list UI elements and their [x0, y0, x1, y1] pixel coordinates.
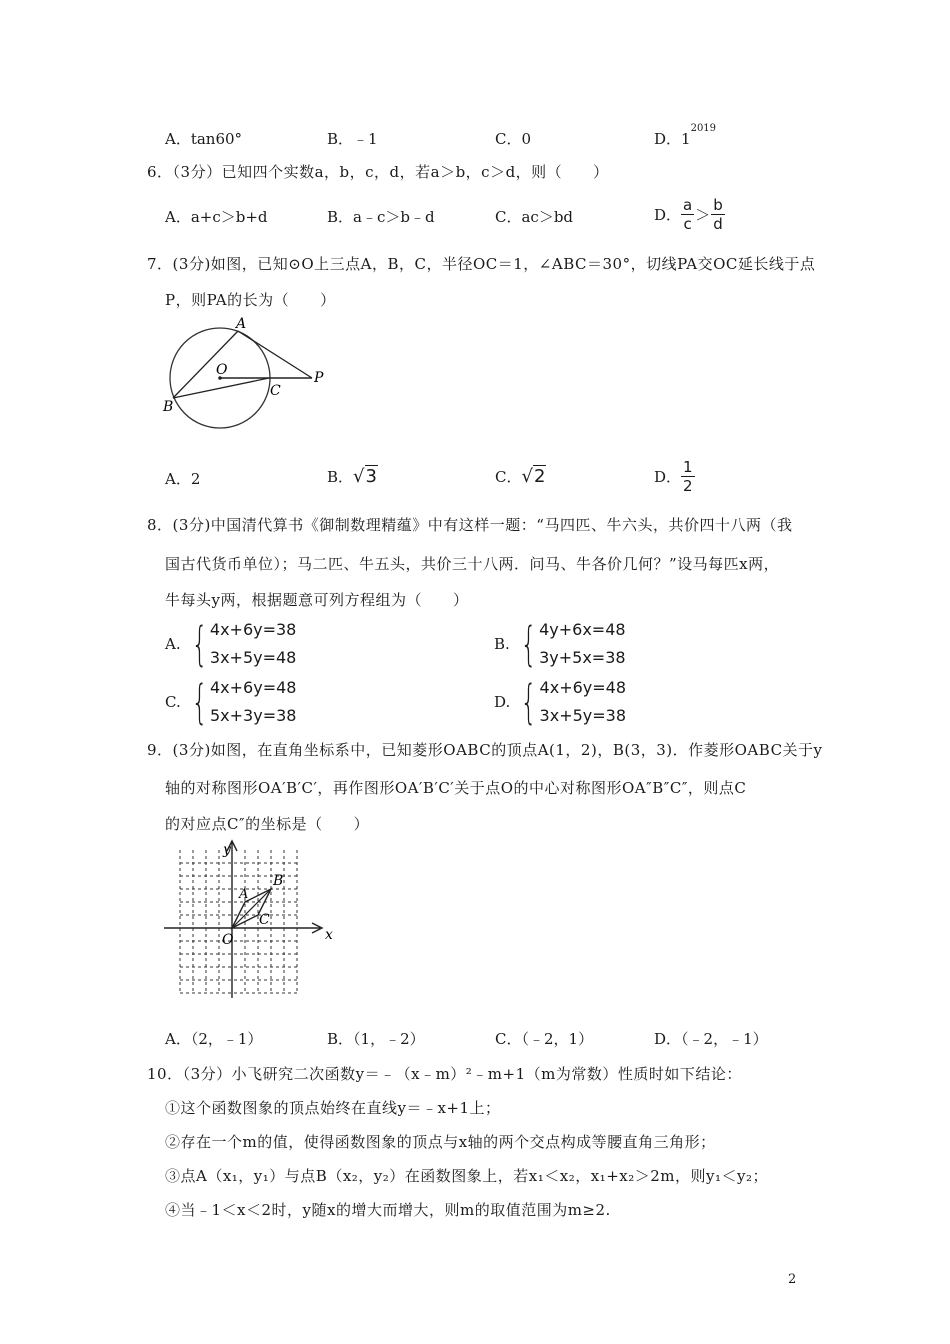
q10-item-1: ①这个函数图象的顶点始终在直线y＝﹣x+1上； [165, 1099, 501, 1117]
q5-option-b: B．﹣1 [327, 130, 378, 148]
q9-label-y: y [223, 842, 231, 858]
q8-option-a: A. { 4x+6y=38 3x+5y=48 [165, 617, 297, 671]
q8-option-c: C. { 4x+6y=48 5x+3y=38 [165, 675, 297, 729]
q7-label-p: P [314, 370, 324, 386]
q7-stem-line2: P，则PA的长为（ ） [165, 291, 336, 309]
q9-stem-line1: 9．(3分)如图，在直角坐标系中，已知菱形OABC的顶点A(1，2)，B(3，3)．作菱形OABC关于y [147, 741, 823, 759]
q8-stem-line2: 国古代货币单位）；马二匹、牛五头，共价三十八两．问马、牛各价几何？”设马每匹x两， [165, 555, 780, 573]
q7-sqrt-2: √2 [521, 466, 546, 487]
q6-option-d: D． $\frac{a}{c}$ ＞ $\frac{b}{d}$ [654, 196, 723, 233]
q8-option-d: D. { 4x+6y=48 3x+5y=38 [494, 675, 627, 729]
page-number: 2 [788, 1272, 797, 1287]
q7-option-b: B． √3 [327, 466, 377, 487]
q6-fraction-a-over-c: $\frac{a}{c}$ [683, 196, 693, 233]
q9-option-c: C．（﹣2，1） [495, 1030, 594, 1048]
q7-circle-figure [160, 318, 340, 438]
q5-option-d-exponent: 2019 [690, 123, 717, 134]
q7-stem-line1: 7．(3分)如图，已知⊙O上三点A，B，C，半径OC＝1，∠ABC＝30°，切线PA交OC延长线于点 [147, 255, 816, 273]
q10-item-2: ②存在一个m的值，使得函数图象的顶点与x轴的两个交点构成等腰直角三角形； [165, 1133, 716, 1151]
q5-option-c: C．0 [495, 130, 532, 148]
q6-option-b: B．a﹣c＞b﹣d [327, 208, 435, 226]
q10-item-4: ④当﹣1＜x＜2时，y随x的增大而增大，则m的取值范围为m≥2. [165, 1201, 611, 1219]
q9-label-x: x [325, 927, 333, 943]
q8-stem-line1: 8．(3分)中国清代算书《御制数理精蕴》中有这样一题：“马四匹、牛六头，共价四十八两（我 [147, 516, 793, 534]
q7-option-a: A．2 [165, 470, 201, 488]
q5-option-d: D．$1^{2019}$ [654, 123, 717, 148]
q9-label-b: B [273, 873, 284, 889]
q6-option-a: A．a+c＞b+d [165, 208, 268, 226]
q7-label-b: B [163, 399, 174, 415]
q9-option-a: A．（2，﹣1） [165, 1030, 263, 1048]
q7-label-a: A [236, 316, 247, 332]
q9-stem-line2: 轴的对称图形OA′B′C′，再作图形OA′B′C′关于点O的中心对称图形OA″B″C″，则点C [165, 779, 747, 797]
q9-stem-line3: 的对应点C″的坐标是（ ） [165, 815, 370, 833]
q9-option-d: D．（﹣2，﹣1） [654, 1030, 768, 1048]
q8-stem-line3: 牛每头y两，根据题意可列方程组为（ ） [165, 591, 469, 609]
q7-option-c: C． √2 [495, 466, 546, 487]
q6-option-c: C．ac＞bd [495, 208, 574, 226]
q7-sqrt-3: √3 [353, 466, 377, 487]
q9-option-b: B．（1，﹣2） [327, 1030, 425, 1048]
q8-option-a-brace: { [191, 617, 208, 671]
q8-option-c-brace: { [191, 675, 208, 729]
q9-label-c: C [259, 912, 270, 928]
q8-option-b-brace: { [520, 617, 537, 671]
q10-item-3: ③点A（x₁，y₁）与点B（x₂，y₂）在函数图象上，若x₁＜x₂，x₁+x₂＞2m，则y₁＜y₂； [165, 1167, 768, 1185]
q7-option-d: D． $\frac{1}{2}$ [654, 458, 693, 495]
q9-coordinate-figure [162, 838, 342, 998]
q7-label-c: C [270, 383, 281, 399]
q9-label-a: A [239, 887, 249, 902]
q8-option-d-brace: { [520, 675, 537, 729]
q6-fraction-b-over-d: $\frac{b}{d}$ [713, 196, 723, 233]
q7-fraction-one-half: $\frac{1}{2}$ [683, 458, 693, 495]
q7-label-o: O [216, 362, 228, 378]
q9-label-o: O [222, 932, 234, 948]
q6-stem: 6．（3分）已知四个实数a，b，c，d，若a＞b，c＞d，则（ ） [147, 163, 609, 181]
q5-option-a: A．tan60° [165, 130, 243, 148]
q8-option-b: B. { 4y+6x=48 3y+5x=38 [494, 617, 626, 671]
q10-stem: 10．（3分）小飞研究二次函数y＝﹣（x﹣m）²﹣m+1（m为常数）性质时如下结论： [147, 1065, 742, 1083]
